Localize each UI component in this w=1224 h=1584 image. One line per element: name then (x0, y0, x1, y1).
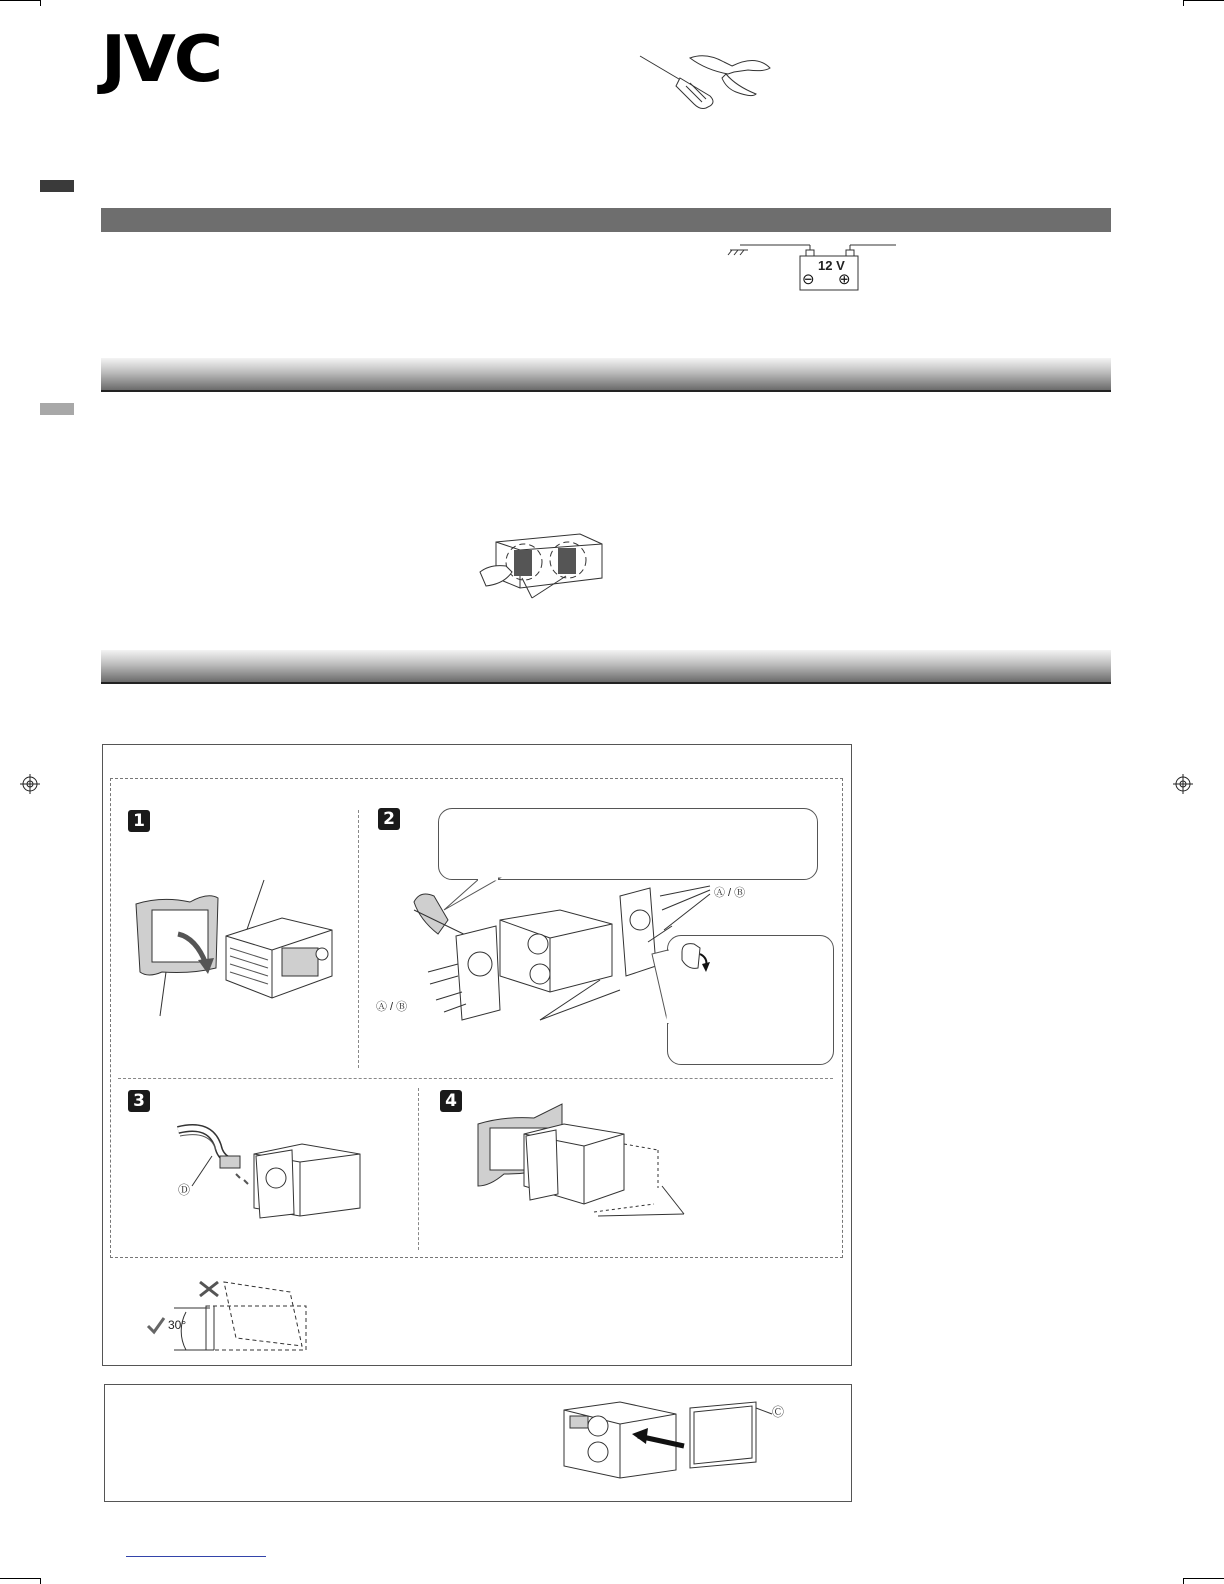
section-header-bar (101, 208, 1111, 232)
section-header-bar (101, 650, 1111, 684)
screwdriver-pliers-icon (636, 44, 776, 124)
crop-mark (0, 0, 40, 1)
section-header-bar (101, 358, 1111, 392)
unit-vents-illustration (476, 528, 608, 608)
section-tab (40, 403, 74, 415)
step-number: 4 (440, 1090, 462, 1112)
step2-illustration (400, 880, 680, 1030)
step-number: 2 (378, 808, 400, 830)
step4-illustration (474, 1094, 700, 1224)
step3-illustration (170, 1116, 370, 1226)
trim-plate-c-label: Ⓒ (772, 1405, 785, 1419)
mounting-angle-diagram (140, 1272, 310, 1356)
step-divider (418, 1088, 419, 1250)
bend-tab-icon (676, 940, 716, 976)
section-tab (40, 180, 74, 192)
brand-logo: JVC (101, 23, 222, 97)
battery-minus-icon: ⊖ (802, 271, 815, 288)
step1-illustration (132, 876, 342, 1020)
connector-d-label: Ⓓ (178, 1183, 191, 1197)
ab-label: Ⓐ / Ⓑ (376, 1001, 408, 1013)
crop-mark (1184, 0, 1224, 1)
callout-pointer (650, 950, 674, 1030)
crop-mark (40, 1578, 41, 1584)
step-divider (358, 810, 359, 1068)
battery-voltage-label: 12 V (818, 258, 845, 273)
angle-label: 30° (168, 1318, 187, 1332)
step-divider (118, 1078, 833, 1079)
step-number: 3 (128, 1090, 150, 1112)
registration-mark-icon (1173, 774, 1193, 794)
footer-link-underline (126, 1556, 266, 1557)
trim-plate-illustration (560, 1396, 780, 1492)
crop-mark (40, 0, 41, 6)
battery-plus-icon: ⊕ (838, 271, 851, 288)
step2-callout (438, 808, 818, 880)
crop-mark (1184, 1578, 1224, 1579)
ab-label: Ⓐ / Ⓑ (714, 887, 746, 899)
step-number: 1 (128, 810, 150, 832)
registration-mark-icon (20, 774, 40, 794)
crop-mark (0, 1578, 40, 1579)
